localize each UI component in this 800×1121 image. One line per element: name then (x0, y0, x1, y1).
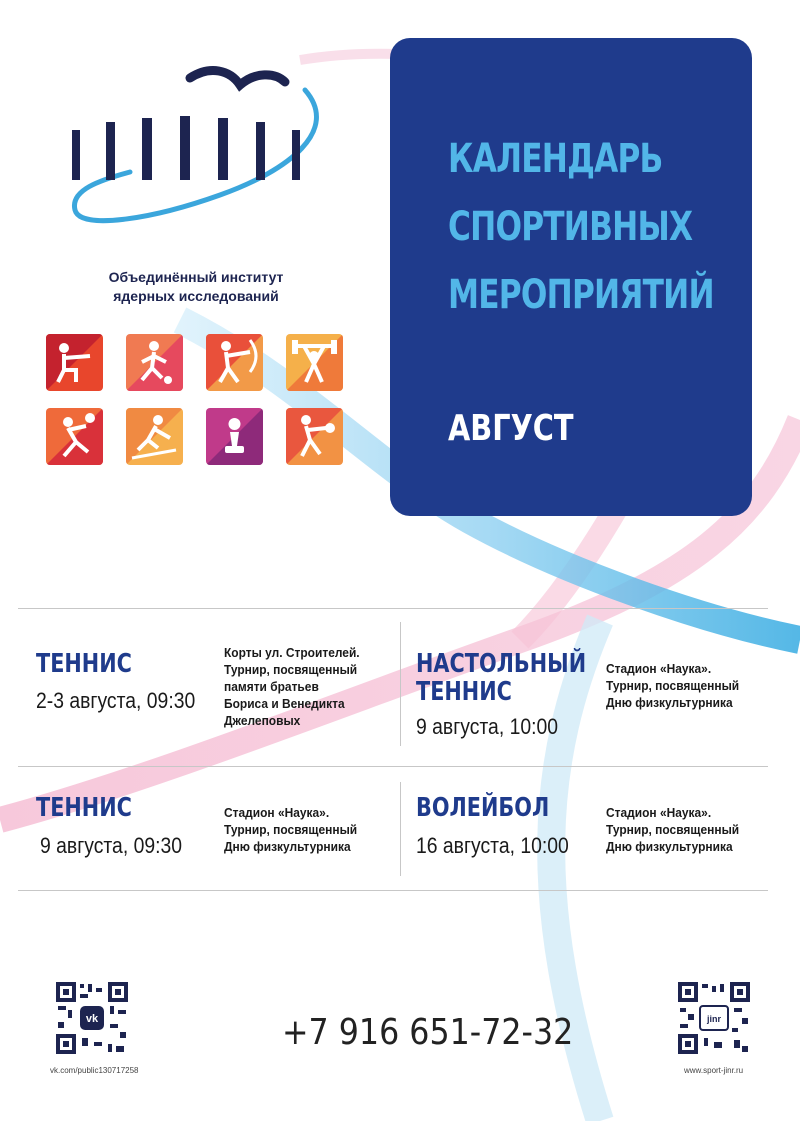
vk-url[interactable]: vk.com/public130717258 (50, 1066, 139, 1075)
event-place-line: Стадион «Наука». (606, 661, 712, 676)
football-icon (126, 334, 183, 391)
event-place (606, 660, 739, 711)
event-place-line: Дню физкультурника (606, 839, 733, 854)
event-date: 16 августа, 10:00 (416, 833, 569, 858)
title-line-1: КАЛЕНДАРЬ (448, 136, 663, 182)
title-line-3: МЕРОПРИЯТИЙ (448, 272, 714, 318)
event-place-line: Турнир, посвященный (606, 678, 740, 693)
event-place-line: Турнир, посвященный (606, 822, 740, 837)
shooting-icon (46, 334, 103, 391)
event-date: 9 августа, 10:00 (416, 714, 559, 739)
event-sport: ТЕННИС (36, 793, 132, 823)
divider-vertical-1 (400, 622, 401, 746)
event-date: 2-3 августа, 09:30 (36, 688, 196, 713)
event-sport: НАСТОЛЬНЫЙ ТЕННИС (416, 649, 587, 707)
divider-bottom (18, 890, 768, 891)
volleyball-icon (46, 408, 103, 465)
event-place-line: Бориса и Венедикта (224, 696, 345, 711)
event-place-line: памяти братьев (224, 679, 319, 694)
event-place-line: Дню физкультурника (224, 839, 351, 854)
organization-name-line1: Объединённый институт (108, 269, 284, 285)
vk-qr-code[interactable] (54, 980, 130, 1056)
phone-number[interactable]: +7 916 651-72-32 (282, 1012, 574, 1053)
jinr-logo (60, 60, 330, 250)
event-place-line: Стадион «Наука». (224, 805, 330, 820)
event-place-line: Дню физкультурника (606, 695, 733, 710)
site-badge-text: jinr (706, 1014, 722, 1024)
event-place-line: Турнир, посвященный (224, 662, 358, 677)
event-sport: ВОЛЕЙБОЛ (416, 793, 550, 823)
sport-icons-grid (46, 334, 346, 469)
organization-name (60, 268, 332, 306)
divider-middle (18, 766, 768, 767)
site-url[interactable]: www.sport-jinr.ru (684, 1066, 744, 1075)
event-date: 9 августа, 09:30 (40, 833, 183, 858)
skiing-icon (126, 408, 183, 465)
event-place-line: Джелеповых (224, 713, 301, 728)
event-place-line: Турнир, посвященный (224, 822, 358, 837)
event-place (224, 804, 357, 855)
event-place (606, 804, 739, 855)
event-place (224, 644, 360, 729)
divider-top (18, 608, 768, 609)
event-sport: ТЕННИС (36, 649, 132, 679)
title-line-2: СПОРТИВНЫХ (448, 204, 693, 250)
title-panel (390, 38, 752, 516)
organization-name-line2: ядерных исследований (113, 288, 279, 304)
archery-icon (206, 334, 263, 391)
divider-vertical-2 (400, 782, 401, 876)
event-place-line: Корты ул. Строителей. (224, 645, 360, 660)
site-qr-code[interactable] (676, 980, 752, 1056)
vk-badge-text: vk (85, 1013, 99, 1025)
event-place-line: Стадион «Наука». (606, 805, 712, 820)
boxing-icon (286, 408, 343, 465)
chess-icon (206, 408, 263, 465)
weightlifting-icon (286, 334, 343, 391)
month-label: АВГУСТ (448, 408, 574, 449)
